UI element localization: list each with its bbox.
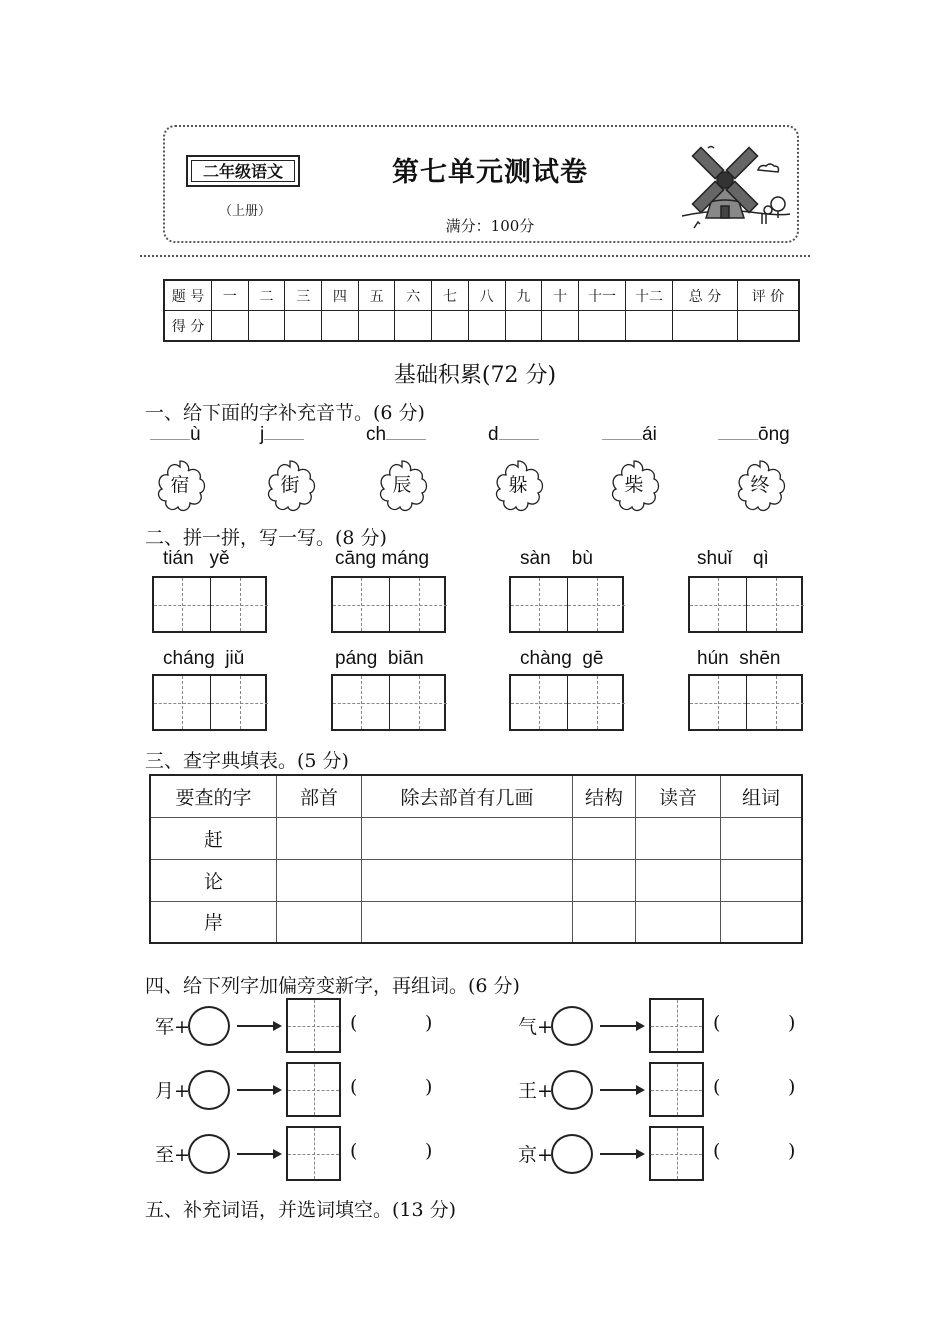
dict-header-cell: 结构 xyxy=(573,775,636,817)
writing-cell[interactable] xyxy=(690,676,747,729)
score-header-cell: 总 分 xyxy=(673,280,738,311)
dict-cell[interactable] xyxy=(277,859,362,901)
flower-char-box xyxy=(262,457,318,513)
q4-base-char: 至+ xyxy=(155,1144,190,1166)
q1-pinyin-4 xyxy=(488,424,539,446)
dict-header-row xyxy=(150,775,802,817)
q1-blank[interactable] xyxy=(150,438,190,440)
score-header-cell: 三 xyxy=(285,280,322,311)
dictionary-table xyxy=(149,774,803,944)
arrow-line xyxy=(600,1089,638,1091)
score-table-score-row xyxy=(164,311,799,342)
new-char-box[interactable] xyxy=(286,1126,341,1181)
dict-cell[interactable] xyxy=(636,901,721,943)
arrow-head-icon xyxy=(273,1149,282,1159)
dict-cell[interactable] xyxy=(362,859,573,901)
q2-pinyin: hún shēn xyxy=(697,648,781,669)
dict-header-cell: 除去部首有几画 xyxy=(362,775,573,817)
flower-char-box xyxy=(490,457,546,513)
new-char-box[interactable] xyxy=(649,1126,704,1181)
writing-cell[interactable] xyxy=(511,676,568,729)
writing-cell[interactable] xyxy=(333,676,390,729)
arrow-line xyxy=(600,1153,638,1155)
q1-pinyin-6 xyxy=(718,424,790,446)
q1-pinyin-2 xyxy=(260,424,304,446)
score-cell[interactable] xyxy=(542,311,579,342)
paren-open: ( xyxy=(713,1140,721,1162)
writing-cell[interactable] xyxy=(211,676,268,729)
q1-pinyin-1 xyxy=(150,424,201,446)
q4-base-char: 月+ xyxy=(155,1080,190,1102)
q1-pinyin-text: j xyxy=(260,424,265,445)
score-header-cell: 七 xyxy=(432,280,469,311)
score-header-cell: 一 xyxy=(212,280,249,311)
dict-cell[interactable] xyxy=(721,817,803,859)
dict-cell[interactable] xyxy=(362,817,573,859)
writing-cell[interactable] xyxy=(511,578,568,631)
flower-char: 辰 xyxy=(392,474,412,496)
score-cell[interactable] xyxy=(432,311,469,342)
q1-blank[interactable] xyxy=(718,438,758,440)
flower-char: 宿 xyxy=(170,474,190,496)
q4-base-char: 京+ xyxy=(518,1144,553,1166)
arrow-head-icon xyxy=(636,1149,645,1159)
score-cell[interactable] xyxy=(285,311,322,342)
score-cell[interactable] xyxy=(626,311,673,342)
dict-cell[interactable] xyxy=(721,859,803,901)
radical-circle[interactable] xyxy=(551,1006,593,1046)
writing-grid[interactable] xyxy=(152,674,267,731)
q1-blank[interactable] xyxy=(499,438,539,440)
flower-char-box xyxy=(152,457,208,513)
score-row-label: 得 分 xyxy=(164,311,212,342)
q2-pinyin: cāng máng xyxy=(335,548,430,569)
dict-header-cell: 要查的字 xyxy=(150,775,277,817)
q2-title: 二、拼一拼，写一写。(8 分) xyxy=(145,527,387,549)
writing-grid[interactable] xyxy=(509,576,624,633)
writing-cell[interactable] xyxy=(747,676,804,729)
q1-pinyin-text: d xyxy=(488,424,499,445)
q1-title: 一、给下面的字补充音节。(6 分) xyxy=(145,402,425,424)
q5-title: 五、补充词语，并选词填空。(13 分) xyxy=(145,1199,457,1221)
radical-circle[interactable] xyxy=(551,1070,593,1110)
q4-base-char: 军+ xyxy=(155,1016,190,1038)
q4-base-char: 王+ xyxy=(518,1080,553,1102)
score-cell[interactable] xyxy=(505,311,542,342)
score-header-cell: 九 xyxy=(505,280,542,311)
dict-header-cell: 读音 xyxy=(636,775,721,817)
dict-char: 岸 xyxy=(150,901,277,943)
dict-cell[interactable] xyxy=(721,901,803,943)
new-char-box[interactable] xyxy=(286,1062,341,1117)
writing-cell[interactable] xyxy=(568,676,625,729)
arrow-head-icon xyxy=(636,1085,645,1095)
score-header-cell: 五 xyxy=(358,280,395,311)
dict-cell[interactable] xyxy=(636,859,721,901)
paren-open: ( xyxy=(713,1012,721,1034)
writing-cell[interactable] xyxy=(211,578,268,631)
grade-badge xyxy=(186,155,300,187)
paren-open: ( xyxy=(350,1140,358,1162)
q4-title: 四、给下列字加偏旁变新字，再组词。(6 分) xyxy=(145,975,520,997)
word-blank[interactable] xyxy=(726,1138,784,1164)
writing-grid[interactable] xyxy=(688,576,803,633)
writing-grid[interactable] xyxy=(331,576,446,633)
dict-cell[interactable] xyxy=(277,817,362,859)
paren-open: ( xyxy=(350,1012,358,1034)
q2-pinyin: sàn bù xyxy=(520,548,593,569)
q1-pinyin-text: ōng xyxy=(758,424,790,445)
q2-pinyin: páng biān xyxy=(335,648,424,669)
q1-blank[interactable] xyxy=(602,438,642,440)
writing-cell[interactable] xyxy=(154,578,211,631)
score-cell[interactable] xyxy=(395,311,432,342)
writing-cell[interactable] xyxy=(333,578,390,631)
q3-title: 三、查字典填表。(5 分) xyxy=(145,750,349,772)
windmill-illustration xyxy=(680,138,792,236)
full-score: 满分：100分 xyxy=(445,217,535,235)
q1-blank[interactable] xyxy=(264,438,304,440)
writing-cell[interactable] xyxy=(390,578,447,631)
score-cell[interactable] xyxy=(358,311,395,342)
paren-close: ) xyxy=(788,1140,796,1162)
word-blank[interactable] xyxy=(726,1010,784,1036)
section-basic-heading: 基础积累(72 分) xyxy=(393,363,557,388)
new-char-box[interactable] xyxy=(649,1062,704,1117)
dict-cell[interactable] xyxy=(362,901,573,943)
flower-char-box xyxy=(732,457,788,513)
score-cell[interactable] xyxy=(248,311,285,342)
score-table-header-row xyxy=(164,280,799,311)
arrow-line xyxy=(600,1025,638,1027)
q4-base-char: 气+ xyxy=(518,1016,553,1038)
score-cell[interactable] xyxy=(738,311,800,342)
paren-close: ) xyxy=(425,1076,433,1098)
dict-cell[interactable] xyxy=(636,817,721,859)
flower-char-box xyxy=(374,457,430,513)
dict-char: 论 xyxy=(150,859,277,901)
writing-cell[interactable] xyxy=(747,578,804,631)
dict-header-cell: 组词 xyxy=(721,775,803,817)
score-header-cell: 十一 xyxy=(579,280,626,311)
writing-grid[interactable] xyxy=(331,674,446,731)
dict-header-cell: 部首 xyxy=(277,775,362,817)
arrow-line xyxy=(237,1089,275,1091)
flower-char: 躲 xyxy=(508,474,528,496)
score-header-cell: 评 价 xyxy=(738,280,800,311)
word-blank[interactable] xyxy=(726,1074,784,1100)
dict-cell[interactable] xyxy=(573,901,636,943)
writing-cell[interactable] xyxy=(568,578,625,631)
arrow-line xyxy=(237,1025,275,1027)
paren-open: ( xyxy=(350,1076,358,1098)
radical-circle[interactable] xyxy=(188,1134,230,1174)
flower-char: 柴 xyxy=(624,474,644,496)
score-header-cell: 题 号 xyxy=(164,280,212,311)
score-table xyxy=(163,279,800,342)
q1-pinyin-3 xyxy=(366,424,426,446)
paren-close: ) xyxy=(425,1012,433,1034)
writing-cell[interactable] xyxy=(390,676,447,729)
score-cell[interactable] xyxy=(322,311,359,342)
score-cell[interactable] xyxy=(579,311,626,342)
score-cell[interactable] xyxy=(212,311,249,342)
paren-close: ) xyxy=(425,1140,433,1162)
writing-grid[interactable] xyxy=(688,674,803,731)
q1-pinyin-text: ù xyxy=(190,424,201,445)
score-header-cell: 六 xyxy=(395,280,432,311)
paren-open: ( xyxy=(713,1076,721,1098)
volume-label: （上册） xyxy=(218,204,271,219)
score-header-cell: 十二 xyxy=(626,280,673,311)
dict-cell[interactable] xyxy=(277,901,362,943)
arrow-head-icon xyxy=(273,1021,282,1031)
new-char-box[interactable] xyxy=(649,998,704,1053)
q2-pinyin: chàng gē xyxy=(520,648,604,669)
q2-pinyin: shuǐ qì xyxy=(697,548,769,569)
score-header-cell: 四 xyxy=(322,280,359,311)
paren-close: ) xyxy=(788,1012,796,1034)
score-header-cell: 十 xyxy=(542,280,579,311)
score-cell[interactable] xyxy=(673,311,738,342)
q2-pinyin: cháng jiǔ xyxy=(163,648,245,669)
arrow-head-icon xyxy=(273,1085,282,1095)
score-header-cell: 八 xyxy=(468,280,505,311)
word-blank[interactable] xyxy=(363,1010,421,1036)
word-blank[interactable] xyxy=(363,1074,421,1100)
dict-row xyxy=(150,901,802,943)
radical-circle[interactable] xyxy=(551,1134,593,1174)
grade-label: 二年级语文 xyxy=(191,160,295,182)
q1-pinyin-5 xyxy=(602,424,657,446)
q1-blank[interactable] xyxy=(386,438,426,440)
writing-grid[interactable] xyxy=(152,576,267,633)
q2-pinyin: tián yě xyxy=(163,548,230,569)
q1-pinyin-text: ái xyxy=(642,424,657,445)
flower-char: 街 xyxy=(280,474,300,496)
new-char-box[interactable] xyxy=(286,998,341,1053)
radical-circle[interactable] xyxy=(188,1006,230,1046)
arrow-head-icon xyxy=(636,1021,645,1031)
flower-char: 终 xyxy=(750,474,770,496)
paren-close: ) xyxy=(788,1076,796,1098)
writing-grid[interactable] xyxy=(509,674,624,731)
page-title: 第七单元测试卷 xyxy=(392,157,588,188)
score-cell[interactable] xyxy=(468,311,505,342)
q1-pinyin-text: ch xyxy=(366,424,387,445)
dict-cell[interactable] xyxy=(573,817,636,859)
dict-row xyxy=(150,817,802,859)
header-divider xyxy=(140,255,810,257)
word-blank[interactable] xyxy=(363,1138,421,1164)
writing-cell[interactable] xyxy=(690,578,747,631)
score-header-cell: 二 xyxy=(248,280,285,311)
radical-circle[interactable] xyxy=(188,1070,230,1110)
dict-cell[interactable] xyxy=(573,859,636,901)
arrow-line xyxy=(237,1153,275,1155)
dict-row xyxy=(150,859,802,901)
dict-char: 赶 xyxy=(150,817,277,859)
flower-char-box xyxy=(606,457,662,513)
writing-cell[interactable] xyxy=(154,676,211,729)
